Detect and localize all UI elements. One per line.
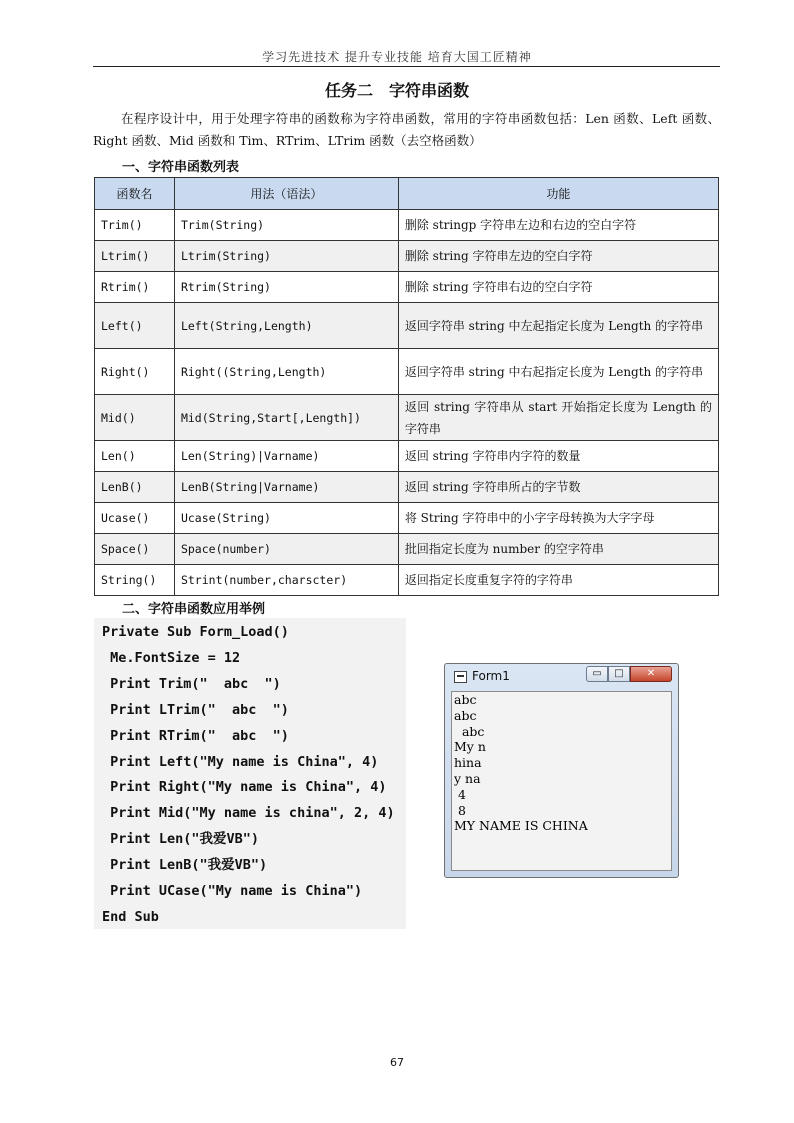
close-icon: ✕ bbox=[630, 666, 672, 682]
function-name-cell: Space() bbox=[95, 534, 175, 565]
function-description-cell: 批回指定长度为 number 的空字符串 bbox=[398, 534, 718, 565]
window-title: Form1 bbox=[472, 669, 510, 683]
code-line: Print Len("我爱VB") bbox=[102, 831, 260, 848]
window-controls bbox=[586, 666, 672, 683]
function-usage-cell: Trim(String) bbox=[174, 210, 398, 241]
function-usage-cell: Strint(number,charscter) bbox=[174, 565, 398, 596]
function-usage-cell: LenB(String|Varname) bbox=[174, 472, 398, 503]
table-header-cell: 用法（语法） bbox=[174, 178, 398, 210]
window-title-bar bbox=[445, 664, 678, 690]
function-name-cell: Ucase() bbox=[95, 503, 175, 534]
table-header-row bbox=[95, 178, 719, 210]
output-line: MY NAME IS CHINA bbox=[454, 818, 588, 834]
code-line: Print Right("My name is China", 4) bbox=[102, 779, 387, 796]
table-row bbox=[95, 472, 719, 503]
output-line: abc bbox=[454, 692, 477, 707]
function-name-cell: Mid() bbox=[95, 395, 175, 441]
code-line: Print RTrim(" abc ") bbox=[102, 727, 289, 744]
code-line: Print Mid("My name is china", 2, 4) bbox=[102, 805, 395, 822]
table-header-cell: 功能 bbox=[398, 178, 718, 210]
maximize-icon: □ bbox=[608, 666, 630, 682]
function-description-cell: 删除 string 字符串左边的空白字符 bbox=[398, 241, 718, 272]
function-usage-cell: Rtrim(String) bbox=[174, 272, 398, 303]
function-usage-cell: Ltrim(String) bbox=[174, 241, 398, 272]
function-description-cell: 返回 string 字符串从 start 开始指定长度为 Length 的字符串 bbox=[398, 395, 718, 441]
code-line: Print Trim(" abc ") bbox=[102, 675, 281, 692]
section-heading-examples: 二、字符串函数应用举例 bbox=[122, 602, 266, 617]
table-row bbox=[95, 349, 719, 395]
function-name-cell: Right() bbox=[95, 349, 175, 395]
function-usage-cell: Space(number) bbox=[174, 534, 398, 565]
code-line: Print LTrim(" abc ") bbox=[102, 701, 289, 718]
code-line: Private Sub Form_Load() bbox=[102, 624, 289, 640]
code-example bbox=[94, 618, 406, 929]
function-name-cell: Rtrim() bbox=[95, 272, 175, 303]
table-header-cell: 函数名 bbox=[95, 178, 175, 210]
function-description-cell: 返回指定长度重复字符的字符串 bbox=[398, 565, 718, 596]
page-header: 学习先进技术 提升专业技能 培育大国工匠精神 bbox=[262, 50, 532, 64]
output-line: 4 bbox=[454, 786, 466, 802]
function-name-cell: Left() bbox=[95, 303, 175, 349]
function-usage-cell: Mid(String,Start[,Length]) bbox=[174, 395, 398, 441]
function-name-cell: LenB() bbox=[95, 472, 175, 503]
code-line: Print LenB("我爱VB") bbox=[102, 857, 268, 874]
table-row bbox=[95, 241, 719, 272]
function-name-cell: Trim() bbox=[95, 210, 175, 241]
function-name-cell: Len() bbox=[95, 441, 175, 472]
table-row bbox=[95, 272, 719, 303]
function-usage-cell: Ucase(String) bbox=[174, 503, 398, 534]
function-usage-cell: Len(String)|Varname) bbox=[174, 441, 398, 472]
function-description-cell: 返回字符串 string 中左起指定长度为 Length 的字符串 bbox=[398, 303, 718, 349]
output-line: abc bbox=[454, 707, 477, 723]
minimize-icon: ▭ bbox=[586, 666, 608, 682]
function-description-cell: 返回 string 字符串内字符的数量 bbox=[398, 441, 718, 472]
function-description-cell: 删除 stringp 字符串左边和右边的空白字符 bbox=[398, 210, 718, 241]
function-table bbox=[94, 177, 719, 596]
table-row bbox=[95, 534, 719, 565]
table-row bbox=[95, 441, 719, 472]
output-line: My n bbox=[454, 739, 486, 755]
output-line: y na bbox=[454, 770, 481, 786]
function-description-cell: 返回字符串 string 中右起指定长度为 Length 的字符串 bbox=[398, 349, 718, 395]
page-number: 67 bbox=[390, 1056, 404, 1069]
header-divider bbox=[93, 66, 720, 67]
output-line: 8 bbox=[454, 802, 466, 818]
intro-paragraph: 在程序设计中，用于处理字符串的函数称为字符串函数，常用的字符串函数包括：Len 函数、Left 函数、Right 函数、Mid 函数和 Tim、RTrim、LTrim 函数（去空格函数） bbox=[93, 111, 720, 148]
function-description-cell: 将 String 字符串中的小字字母转换为大字字母 bbox=[398, 503, 718, 534]
function-description-cell: 返回 string 字符串所占的字节数 bbox=[398, 472, 718, 503]
form1-window-screenshot bbox=[444, 663, 679, 878]
table-row bbox=[95, 210, 719, 241]
code-line: Print UCase("My name is China") bbox=[102, 883, 363, 900]
table-row bbox=[95, 303, 719, 349]
page-title: 任务二 字符串函数 bbox=[324, 81, 469, 100]
code-line: Me.FontSize = 12 bbox=[102, 649, 241, 666]
table-row bbox=[95, 395, 719, 441]
section-heading-function-list: 一、字符串函数列表 bbox=[122, 160, 240, 175]
form-icon bbox=[454, 671, 467, 683]
function-usage-cell: Right((String,Length) bbox=[174, 349, 398, 395]
function-description-cell: 删除 string 字符串右边的空白字符 bbox=[398, 272, 718, 303]
window-client-area bbox=[451, 691, 672, 871]
code-line: Print Left("My name is China", 4) bbox=[102, 753, 379, 770]
output-line: hina bbox=[454, 755, 482, 771]
table-row bbox=[95, 503, 719, 534]
function-name-cell: Ltrim() bbox=[95, 241, 175, 272]
code-line: End Sub bbox=[102, 908, 159, 925]
table-row bbox=[95, 565, 719, 596]
function-usage-cell: Left(String,Length) bbox=[174, 303, 398, 349]
function-name-cell: String() bbox=[95, 565, 175, 596]
output-line: abc bbox=[454, 723, 485, 739]
